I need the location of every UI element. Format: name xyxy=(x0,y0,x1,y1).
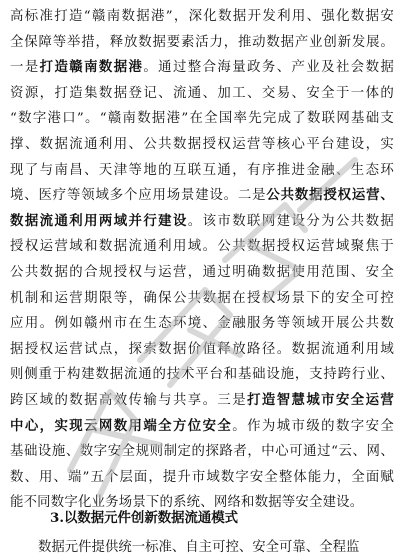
text-run: 现了与南昌、天津等地的互联互通，有序推进金融、生态环 xyxy=(10,162,394,178)
text-run: 基础设施、数字安全规则制定的探路者，中心可通过“云、网、 xyxy=(10,444,394,460)
text-run: 资源，打造集数据登记、流通、加工、交易、安全于一体的 xyxy=(10,85,394,101)
text-run: 数、用、端”五个层面，提升市域数字安全整体能力，全面赋 xyxy=(10,469,394,485)
text-line xyxy=(10,234,394,260)
text-run: 跨区域的数据高效传输与共享。三是 xyxy=(10,392,248,408)
text-run: 应用。例如赣州市在生态环境、金融服务等领域开展公共数 xyxy=(10,316,394,332)
text-run: 撑、数据流通利用、公共数据授权运营等核心平台建设，实 xyxy=(10,136,394,152)
text-line xyxy=(10,286,394,312)
text-run: 。该市数联网建设分为公共数据 xyxy=(187,213,394,229)
text-run: 高标准打造“赣南数据港”，深化数据开发利用、强化数据安 xyxy=(10,9,394,24)
text-run: 则侧重于构建数据流通的技术平台和基础设施，支持跨行业、 xyxy=(10,367,394,383)
text-line xyxy=(10,158,394,184)
text-run: 。作为城市级的数字安全 xyxy=(232,418,394,434)
text-line xyxy=(10,388,394,414)
text-line xyxy=(10,465,394,491)
text-line xyxy=(10,81,394,107)
bold-text: 打造智慧城市安全运营 xyxy=(247,391,394,408)
text-run: 一是 xyxy=(10,60,40,76)
text-line xyxy=(10,4,394,30)
next-paragraph-first-line: 数据元件提供统一标准、自主可控、安全可靠、全程监 xyxy=(38,540,360,555)
text-line xyxy=(10,337,394,363)
text-run: 能不同数字化业务场景下的系统、网络和数据等安全建设。 xyxy=(10,495,364,511)
text-run: 授权运营域和数据流通利用域。公共数据授权运营域聚焦于 xyxy=(10,239,394,255)
bold-text: 公共数据授权运营、 xyxy=(266,187,394,204)
text-line xyxy=(10,209,394,235)
text-line xyxy=(10,30,394,56)
text-line xyxy=(10,106,394,132)
text-run: “数字港口”。“赣南数据港”在全国率先完成了数联网基础支 xyxy=(10,111,394,127)
text-line xyxy=(10,414,394,440)
text-line xyxy=(10,439,394,465)
text-run: 境、医疗等领域多个应用场景建设。二是 xyxy=(10,188,267,204)
text-line xyxy=(10,260,394,286)
text-run: 。通过整合海量政务、产业及社会数据 xyxy=(143,60,394,76)
bold-text: 数据流通利用两域并行建设 xyxy=(10,212,188,229)
text-run: 据授权运营试点，探索数据价值释放路径。数据流通利用域 xyxy=(10,341,394,357)
text-line xyxy=(10,311,394,337)
text-line xyxy=(10,183,394,209)
text-line xyxy=(10,55,394,81)
text-run: 机制和运营期限等，确保公共数据在授权场景下的安全可控 xyxy=(10,290,394,306)
body-paragraph xyxy=(10,4,394,516)
section-heading: 3.以数据元件创新数据流通模式 xyxy=(50,510,239,526)
text-run: 全保障等举措，释放数据要素活力，推动数据产业创新发展。 xyxy=(10,34,394,50)
bold-text: 打造赣南数据港 xyxy=(39,59,144,76)
text-run: 公共数据的合规授权与运营，通过明确数据使用范围、安全 xyxy=(10,264,394,280)
bold-text: 中心，实现云网数用端全方位安全 xyxy=(10,417,233,434)
text-line xyxy=(10,132,394,158)
text-line xyxy=(10,362,394,388)
